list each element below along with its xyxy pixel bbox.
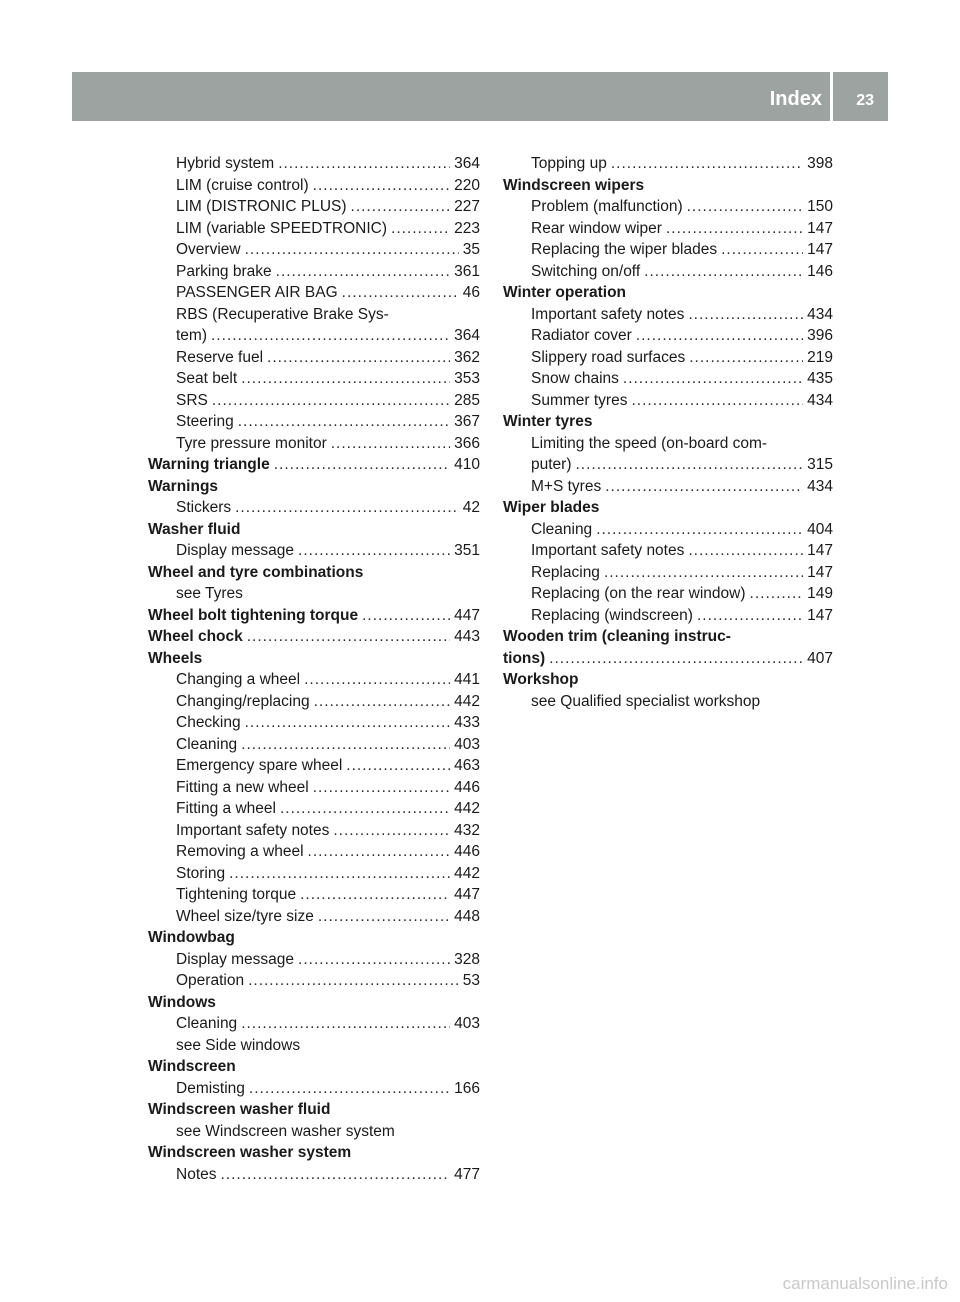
dot-leader xyxy=(300,884,450,906)
index-entry xyxy=(503,433,833,455)
page-reference: 351 xyxy=(454,542,480,559)
index-entry xyxy=(503,261,833,283)
dot-leader xyxy=(249,1078,450,1100)
dot-leader xyxy=(596,519,803,541)
entry-label: puter) xyxy=(531,456,572,473)
index-entry xyxy=(148,841,480,863)
dot-leader xyxy=(689,347,803,369)
index-entry xyxy=(148,669,480,691)
dot-leader xyxy=(274,454,450,476)
header-bar xyxy=(72,72,888,121)
index-heading xyxy=(148,927,480,949)
dot-leader xyxy=(298,949,450,971)
dot-leader xyxy=(313,175,450,197)
dot-leader xyxy=(549,648,803,670)
index-entry xyxy=(148,239,480,261)
entry-label: Storing xyxy=(176,864,226,882)
entry-label: Wheel chock xyxy=(148,628,243,645)
page-reference: 434 xyxy=(807,305,833,323)
page-reference: 367 xyxy=(454,413,480,430)
dot-leader xyxy=(644,261,803,283)
entry-label: see Tyres xyxy=(176,585,243,602)
dot-leader xyxy=(241,734,450,756)
entry-label: Tightening torque xyxy=(176,886,297,903)
entry-label: Cleaning xyxy=(531,520,593,538)
index-entry xyxy=(503,476,833,498)
index-entry xyxy=(148,884,480,906)
index-entry xyxy=(148,755,480,777)
entry-label: Replacing (windscreen) xyxy=(531,606,693,624)
index-entry xyxy=(503,605,833,627)
index-entry xyxy=(503,691,833,713)
page-reference: 433 xyxy=(454,714,480,731)
dot-leader xyxy=(267,347,450,369)
page-reference: 42 xyxy=(462,499,480,516)
dot-leader xyxy=(221,1164,451,1186)
dot-leader xyxy=(248,970,459,992)
index-heading xyxy=(148,992,480,1014)
entry-label: Winter operation xyxy=(503,284,627,301)
page-reference: 403 xyxy=(454,1015,480,1032)
dot-leader xyxy=(280,798,450,820)
index-heading xyxy=(503,282,833,304)
page-reference: 328 xyxy=(454,950,480,968)
header-divider xyxy=(830,72,833,121)
index-entry xyxy=(148,1035,480,1057)
page-reference: 403 xyxy=(454,735,480,753)
index-heading xyxy=(503,648,833,670)
index-entry xyxy=(503,239,833,261)
entry-label: Stickers xyxy=(176,499,232,516)
dot-leader xyxy=(576,454,804,476)
dot-leader xyxy=(247,626,450,648)
dot-leader xyxy=(318,906,450,928)
entry-label: M+S tyres xyxy=(531,477,602,495)
page-reference: 447 xyxy=(454,606,480,624)
index-entry xyxy=(148,970,480,992)
dot-leader xyxy=(351,196,451,218)
entry-label: Workshop xyxy=(503,671,579,688)
index-entry xyxy=(503,218,833,240)
index-column-left xyxy=(148,153,480,1185)
dot-leader xyxy=(604,562,803,584)
index-entry xyxy=(148,497,480,519)
entry-label: Important safety notes xyxy=(176,821,330,839)
index-heading xyxy=(503,626,833,648)
entry-label: Warnings xyxy=(148,477,219,495)
index-heading xyxy=(503,669,833,691)
entry-label: PASSENGER AIR BAG xyxy=(176,284,338,301)
page-reference: 435 xyxy=(807,370,833,387)
index-entry xyxy=(148,261,480,283)
entry-label: Wheel and tyre combinations xyxy=(148,563,364,581)
index-entry xyxy=(148,1078,480,1100)
index-entry xyxy=(148,411,480,433)
index-heading xyxy=(503,497,833,519)
page-reference: 53 xyxy=(462,972,480,989)
dot-leader xyxy=(623,368,803,390)
entry-label: Changing a wheel xyxy=(176,671,301,688)
dot-leader xyxy=(611,153,803,175)
dot-leader xyxy=(298,540,450,562)
dot-leader xyxy=(238,411,450,433)
index-heading xyxy=(148,1099,480,1121)
dot-leader xyxy=(697,605,803,627)
page-reference: 147 xyxy=(807,219,833,237)
index-heading xyxy=(148,1142,480,1164)
index-entry xyxy=(148,1013,480,1035)
entry-label: LIM (DISTRONIC PLUS) xyxy=(176,198,347,215)
dot-leader xyxy=(721,239,803,261)
entry-label: Important safety notes xyxy=(531,305,685,323)
dot-leader xyxy=(304,669,450,691)
entry-label: SRS xyxy=(176,391,208,409)
dot-leader xyxy=(346,755,450,777)
page-reference: 146 xyxy=(807,262,833,280)
entry-label: Cleaning xyxy=(176,1015,238,1032)
page-reference: 446 xyxy=(454,778,480,796)
entry-label: Removing a wheel xyxy=(176,843,304,860)
page-reference: 448 xyxy=(454,907,480,925)
entry-label: Replacing the wiper blades xyxy=(531,241,718,258)
index-column-right xyxy=(503,153,833,712)
dot-leader xyxy=(688,304,803,326)
page-reference: 447 xyxy=(454,886,480,903)
page-reference: 147 xyxy=(807,542,833,559)
page-reference: 441 xyxy=(454,671,480,688)
page-reference: 46 xyxy=(462,284,480,301)
watermark: carmanualsonline.info xyxy=(782,1274,948,1293)
page-reference: 362 xyxy=(454,348,480,366)
page-reference: 434 xyxy=(807,391,833,409)
entry-label: Slippery road surfaces xyxy=(531,348,686,366)
entry-label: Topping up xyxy=(531,155,607,172)
page-reference: 147 xyxy=(807,606,833,624)
entry-label: Windscreen wipers xyxy=(503,176,645,194)
entry-label: Wheels xyxy=(148,649,203,667)
dot-leader xyxy=(342,282,459,304)
index-entry xyxy=(148,175,480,197)
page-reference: 463 xyxy=(454,757,480,774)
entry-label: LIM (cruise control) xyxy=(176,176,309,194)
index-heading xyxy=(148,476,480,498)
page-reference: 366 xyxy=(454,434,480,452)
entry-label: Winter tyres xyxy=(503,413,593,430)
page-reference: 404 xyxy=(807,520,833,538)
entry-label: Parking brake xyxy=(176,262,272,280)
index-entry xyxy=(148,798,480,820)
entry-label: Wiper blades xyxy=(503,499,600,516)
entry-label: Radiator cover xyxy=(531,327,632,344)
index-entry xyxy=(503,196,833,218)
entry-label: Steering xyxy=(176,413,234,430)
index-entry xyxy=(148,282,480,304)
entry-label: tions) xyxy=(503,649,546,667)
page-reference: 150 xyxy=(807,198,833,215)
entry-label: see Windscreen washer system xyxy=(176,1122,395,1140)
entry-label: Wheel bolt tightening torque xyxy=(148,606,359,624)
index-entry xyxy=(503,325,833,347)
index-entry xyxy=(148,820,480,842)
page-number: 23 xyxy=(856,92,874,109)
entry-label: Windscreen xyxy=(148,1058,236,1075)
index-entry xyxy=(503,347,833,369)
index-entry xyxy=(148,691,480,713)
index-entry xyxy=(503,368,833,390)
entry-label: Windscreen washer fluid xyxy=(148,1101,331,1118)
entry-label: Display message xyxy=(176,542,295,559)
index-entry xyxy=(503,562,833,584)
index-entry xyxy=(148,583,480,605)
entry-label: Important safety notes xyxy=(531,542,685,559)
dot-leader xyxy=(314,691,451,713)
entry-label: Display message xyxy=(176,950,295,968)
page-reference: 442 xyxy=(454,800,480,817)
page-reference: 398 xyxy=(807,155,833,172)
entry-label: Fitting a new wheel xyxy=(176,778,309,796)
entry-label: Notes xyxy=(176,1165,217,1183)
entry-label: Summer tyres xyxy=(531,391,628,409)
index-heading xyxy=(148,648,480,670)
entry-label: see Side windows xyxy=(176,1036,301,1054)
index-heading xyxy=(148,562,480,584)
dot-leader xyxy=(631,390,803,412)
entry-label: Operation xyxy=(176,972,245,989)
entry-label: Checking xyxy=(176,714,241,731)
entry-label: Reserve fuel xyxy=(176,348,264,366)
index-entry xyxy=(503,583,833,605)
index-entry xyxy=(148,906,480,928)
index-entry xyxy=(148,433,480,455)
dot-leader xyxy=(333,820,450,842)
page-reference: 432 xyxy=(454,821,480,839)
dot-leader xyxy=(278,153,450,175)
page-reference: 364 xyxy=(454,327,480,344)
index-entry xyxy=(503,304,833,326)
index-heading xyxy=(148,1056,480,1078)
index-heading xyxy=(148,626,480,648)
dot-leader xyxy=(605,476,803,498)
index-entry xyxy=(148,734,480,756)
entry-label: Windows xyxy=(148,993,216,1011)
section-title: Index xyxy=(769,88,822,110)
page-reference: 434 xyxy=(807,477,833,495)
page-reference: 147 xyxy=(807,241,833,258)
page-reference: 166 xyxy=(454,1079,480,1097)
page-reference: 361 xyxy=(454,262,480,280)
page-reference: 446 xyxy=(454,843,480,860)
index-entry xyxy=(148,153,480,175)
index-heading xyxy=(148,454,480,476)
dot-leader xyxy=(211,325,450,347)
entry-label: Changing/replacing xyxy=(176,692,310,710)
index-entry xyxy=(148,304,480,326)
dot-leader xyxy=(235,497,459,519)
index-entry xyxy=(503,519,833,541)
dot-leader xyxy=(229,863,450,885)
page-reference: 442 xyxy=(454,692,480,710)
page-reference: 223 xyxy=(454,219,480,237)
page-reference: 219 xyxy=(807,348,833,366)
entry-label: RBS (Recuperative Brake Sys- xyxy=(176,305,389,323)
index-entry xyxy=(148,218,480,240)
page-reference: 364 xyxy=(454,155,480,172)
page-reference: 442 xyxy=(454,864,480,882)
index-entry xyxy=(148,325,480,347)
page-reference: 285 xyxy=(454,391,480,409)
page-reference: 227 xyxy=(454,198,480,215)
dot-leader xyxy=(750,583,804,605)
index-heading xyxy=(148,605,480,627)
dot-leader xyxy=(391,218,450,240)
page-reference: 220 xyxy=(454,176,480,194)
entry-label: Problem (malfunction) xyxy=(531,198,683,215)
page-reference: 410 xyxy=(454,456,480,473)
index-heading xyxy=(148,519,480,541)
entry-label: Emergency spare wheel xyxy=(176,757,343,774)
index-entry xyxy=(148,863,480,885)
page-reference: 407 xyxy=(807,649,833,667)
dot-leader xyxy=(313,777,450,799)
page-reference: 477 xyxy=(454,1165,480,1183)
entry-label: Cleaning xyxy=(176,735,238,753)
page-reference: 443 xyxy=(454,628,480,645)
index-entry xyxy=(148,196,480,218)
dot-leader xyxy=(245,239,459,261)
entry-label: tem) xyxy=(176,327,207,344)
dot-leader xyxy=(245,712,451,734)
entry-label: Seat belt xyxy=(176,370,238,387)
page-reference: 315 xyxy=(807,456,833,473)
entry-label: Switching on/off xyxy=(531,262,641,280)
dot-leader xyxy=(666,218,803,240)
dot-leader xyxy=(276,261,450,283)
index-heading xyxy=(503,175,833,197)
page-reference: 353 xyxy=(454,370,480,387)
entry-label: Fitting a wheel xyxy=(176,800,276,817)
entry-label: Replacing xyxy=(531,563,600,581)
index-entry xyxy=(148,712,480,734)
index-entry xyxy=(148,368,480,390)
entry-label: Warning triangle xyxy=(148,456,270,473)
entry-label: Wheel size/tyre size xyxy=(176,907,314,925)
index-entry xyxy=(503,390,833,412)
index-entry xyxy=(148,777,480,799)
entry-label: Washer fluid xyxy=(148,520,241,538)
index-entry xyxy=(148,540,480,562)
entry-label: Snow chains xyxy=(531,370,619,387)
entry-label: Rear window wiper xyxy=(531,219,662,237)
dot-leader xyxy=(636,325,803,347)
entry-label: LIM (variable SPEEDTRONIC) xyxy=(176,219,388,237)
index-heading xyxy=(503,411,833,433)
dot-leader xyxy=(688,540,803,562)
entry-label: Wooden trim (cleaning instruc- xyxy=(503,628,731,645)
entry-label: Tyre pressure monitor xyxy=(176,434,327,452)
entry-label: Overview xyxy=(176,241,241,258)
dot-leader xyxy=(362,605,450,627)
index-entry xyxy=(148,1121,480,1143)
dot-leader xyxy=(308,841,451,863)
dot-leader xyxy=(241,1013,450,1035)
page-reference: 147 xyxy=(807,563,833,581)
dot-leader xyxy=(331,433,450,455)
index-entry xyxy=(503,153,833,175)
index-entry xyxy=(148,949,480,971)
entry-label: Limiting the speed (on-board com- xyxy=(531,434,768,452)
index-entry xyxy=(503,454,833,476)
entry-label: Hybrid system xyxy=(176,155,275,172)
entry-label: Windowbag xyxy=(148,929,235,946)
page-reference: 396 xyxy=(807,327,833,344)
index-entry xyxy=(148,347,480,369)
page-reference: 149 xyxy=(807,585,833,602)
entry-label: Demisting xyxy=(176,1079,245,1097)
dot-leader xyxy=(212,390,450,412)
entry-label: see Qualified specialist workshop xyxy=(531,692,761,710)
entry-label: Replacing (on the rear window) xyxy=(531,585,746,602)
dot-leader xyxy=(241,368,450,390)
entry-label: Windscreen washer system xyxy=(148,1144,352,1161)
page-reference: 35 xyxy=(462,241,480,258)
dot-leader xyxy=(687,196,804,218)
index-entry xyxy=(148,390,480,412)
index-entry xyxy=(148,1164,480,1186)
index-entry xyxy=(503,540,833,562)
